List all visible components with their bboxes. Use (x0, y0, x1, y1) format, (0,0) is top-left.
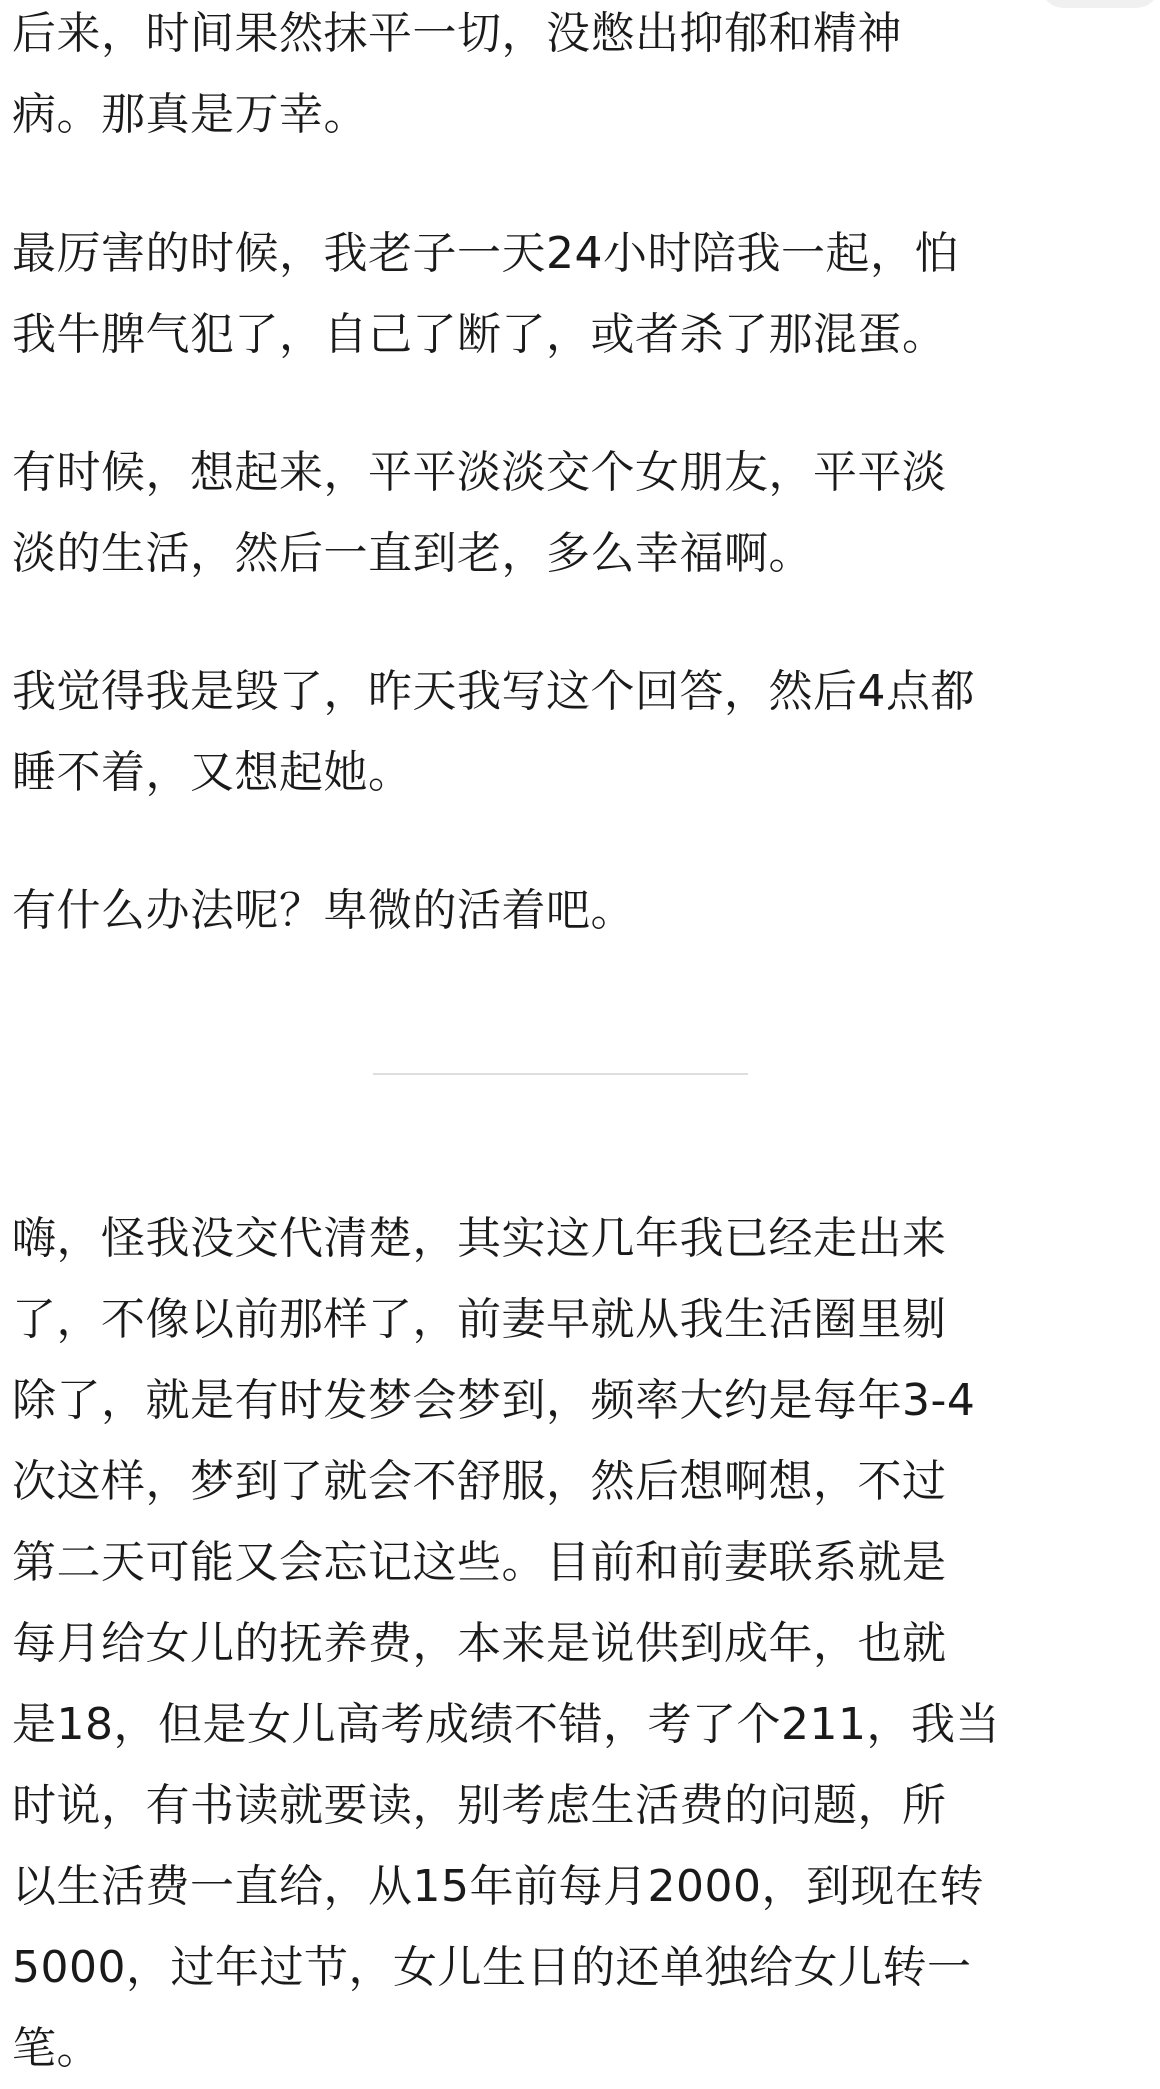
paragraph-3 (12, 432, 947, 594)
text-line: 除了，就是有时发梦会梦到，频率大约是每年3-4 (12, 1375, 976, 1426)
text-line: 我牛脾气犯了，自己了断了，或者杀了那混蛋。 (12, 309, 947, 360)
text-line: 第二天可能又会忘记这些。目前和前妻联系就是 (12, 1537, 947, 1588)
text-line: 病。那真是万幸。 (12, 89, 368, 140)
paragraph-5 (12, 870, 635, 951)
text-line: 每月给女儿的抚养费，本来是说供到成年，也就 (12, 1618, 947, 1669)
text-line: 后来，时间果然抹平一切，没憋出抑郁和精神 (12, 8, 902, 59)
text-line: 有什么办法呢？卑微的活着吧。 (12, 885, 635, 936)
text-line: 5000，过年过节，女儿生日的还单独给女儿转一 (12, 1942, 972, 1993)
text-line: 嗨，怪我没交代清楚，其实这几年我已经走出来 (12, 1213, 947, 1264)
text-line: 时说，有书读就要读，别考虑生活费的问题，所 (12, 1780, 947, 1831)
text-line: 了，不像以前那样了，前妻早就从我生活圈里剔 (12, 1294, 947, 1345)
top-edge-element (1040, 0, 1160, 8)
text-line: 最厉害的时候，我老子一天24小时陪我一起，怕 (12, 228, 959, 279)
paragraph-2 (12, 213, 959, 375)
paragraph-4 (12, 651, 975, 813)
text-line: 笔。 (12, 2023, 101, 2074)
text-line: 淡的生活，然后一直到老，多么幸福啊。 (12, 528, 813, 579)
text-line: 我觉得我是毁了，昨天我写这个回答，然后4点都 (12, 666, 975, 717)
update-paragraph (12, 1198, 1000, 2089)
paragraph-1 (12, 0, 902, 155)
text-line: 次这样，梦到了就会不舒服，然后想啊想，不过 (12, 1456, 947, 1507)
text-line: 有时候，想起来，平平淡淡交个女朋友，平平淡 (12, 447, 947, 498)
text-line: 睡不着，又想起她。 (12, 747, 413, 798)
section-divider (373, 1073, 748, 1075)
text-line: 以生活费一直给，从15年前每月2000，到现在转 (12, 1861, 984, 1912)
text-line: 是18，但是女儿高考成绩不错，考了个211，我当 (12, 1699, 1000, 1750)
